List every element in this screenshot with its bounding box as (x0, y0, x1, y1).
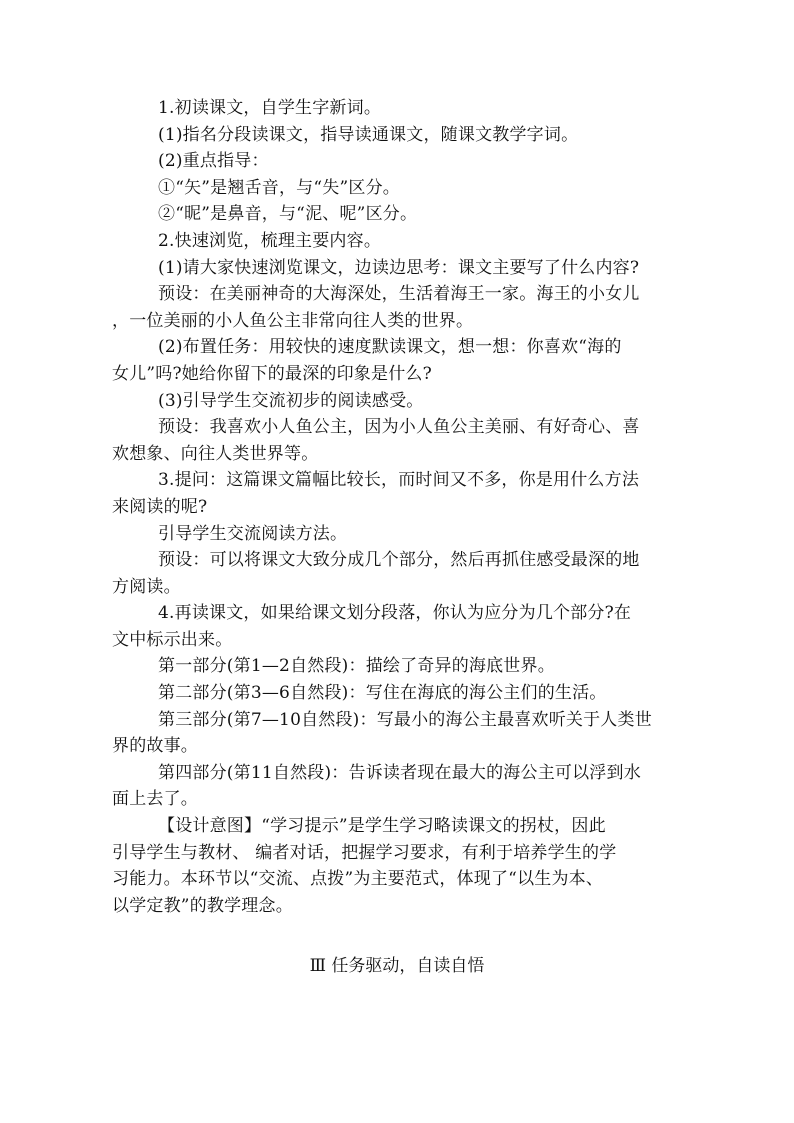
document-body (112, 95, 682, 919)
text-line: 文中标示出来。 (112, 629, 233, 650)
text-line: 引导学生与教材、 编者对话，把握学习要求，有利于培养学生的学 (112, 842, 617, 863)
text-line: (1)请大家快速浏览课文，边读边思考：课文主要写了什么内容? (158, 257, 640, 278)
text-line: 1.初读课文，自学生字新词。 (158, 98, 382, 118)
text-line: 预设：在美丽神奇的大海深处，生活着海王一家。海王的小女儿 (158, 284, 640, 305)
text-line: 引导学生交流阅读方法。 (158, 523, 348, 544)
text-line: 欢想象、向往人类世界等。 (112, 443, 319, 464)
text-line: ②“昵”是鼻音，与“泥、呢”区分。 (158, 204, 418, 225)
text-line: 以学定教”的教学理念。 (112, 895, 293, 916)
text-line: 第二部分(第3—6自然段)：写住在海底的海公主们的生活。 (158, 683, 607, 704)
text-line: 第三部分(第7—10自然段)：写最小的海公主最喜欢听关于人类世 (158, 709, 652, 730)
text-line: ①“矢”是翘舌音，与“失”区分。 (158, 177, 400, 198)
text-line: (2)重点指导： (158, 151, 269, 172)
text-line: (3)引导学生交流初步的阅读感受。 (158, 390, 424, 411)
text-line: (2)布置任务：用较快的速度默读课文，想一想：你喜欢“海的 (158, 337, 622, 358)
text-line: 来阅读的呢? (112, 496, 208, 517)
text-line: 2.快速浏览，梳理主要内容。 (158, 230, 382, 251)
text-line: 第一部分(第1—2自然段)：描绘了奇异的海底世界。 (158, 656, 555, 677)
text-line: 4.再读课文，如果给课文划分段落，你认为应分为几个部分?在 (158, 603, 632, 624)
text-line: 习能力。本环节以“交流、点拨”为主要范式，体现了“以生为本、 (112, 869, 604, 890)
text-line: (1)指名分段读课文，指导读通课文，随课文教学字词。 (158, 124, 579, 145)
text-line: 女儿”吗?她给你留下的最深的印象是什么? (112, 363, 432, 384)
text-line: 3.提问：这篇课文篇幅比较长，而时间又不多，你是用什么方法 (158, 470, 640, 491)
text-line: 【设计意图】“学习提示”是学生学习略读课文的拐杖，因此 (158, 816, 606, 837)
text-line: 预设：我喜欢小人鱼公主，因为小人鱼公主美丽、有好奇心、喜 (158, 417, 640, 438)
section-heading: Ⅲ 任务驱动，自读自悟 (309, 956, 485, 976)
text-line: 第四部分(第11自然段)：告诉读者现在最大的海公主可以浮到水 (158, 762, 641, 783)
text-line: ，一位美丽的小人鱼公主非常向往人类的世界。 (112, 310, 474, 331)
text-line: 预设：可以将课文大致分成几个部分，然后再抓住感受最深的地 (158, 550, 640, 571)
text-line: 界的故事。 (112, 736, 198, 757)
text-line: 方阅读。 (112, 576, 181, 597)
text-line: 面上去了。 (112, 789, 198, 810)
